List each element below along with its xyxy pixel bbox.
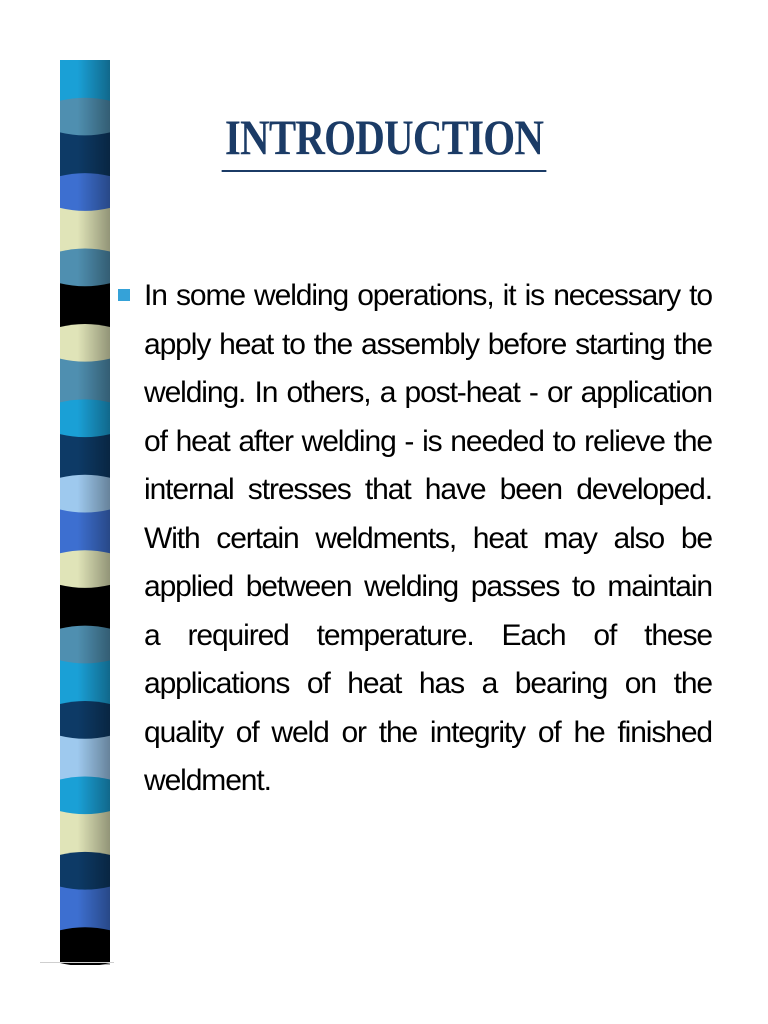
square-bullet-icon	[118, 289, 130, 301]
bullet-text: In some welding operations, it is necessary to apply heat to the assembly before starting the welding. In others, a post-heat - or application of heat after welding - is needed to relieve the internal stresses that have been developed. With certain weldments, heat may also be applied between welding passes to maintain a required temperature. Each of these applications of heat has a bearing on the quality of weld or the integrity of he finished weldment.	[144, 279, 712, 797]
stripe-baseline	[40, 962, 114, 963]
slide-title-text: INTRODUCTION	[222, 104, 547, 172]
decorative-stripe	[40, 60, 114, 965]
slide-title	[0, 104, 768, 172]
